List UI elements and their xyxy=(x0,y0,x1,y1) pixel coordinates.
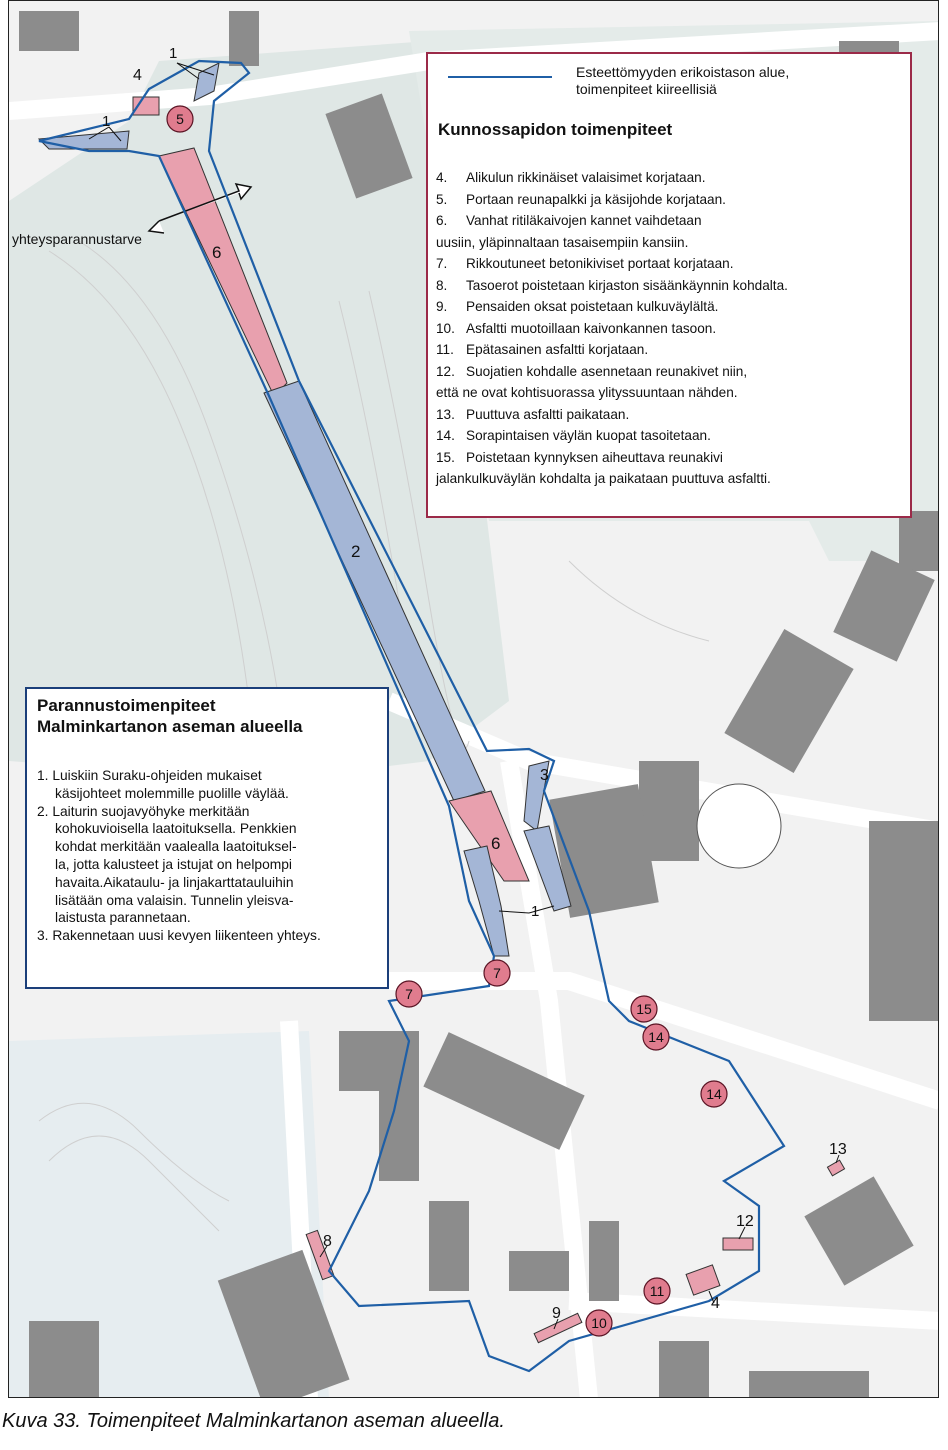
label-zone-2: 2 xyxy=(351,542,361,561)
roundabout xyxy=(697,784,781,868)
label-13: 13 xyxy=(829,1141,847,1158)
label-8: 8 xyxy=(323,1233,332,1250)
improvement-legend xyxy=(25,687,389,989)
maintenance-item xyxy=(436,318,788,340)
improvement-item-line: laistusta parannetaan. xyxy=(55,910,191,926)
maintenance-item xyxy=(436,189,788,211)
maintenance-item xyxy=(436,167,788,189)
maintenance-item-continuation: uusiin, yläpinnaltaan tasaisempiin kansiin. xyxy=(436,234,689,250)
maintenance-item-number: 5. xyxy=(436,191,448,207)
maintenance-item-number: 7. xyxy=(436,256,448,271)
boundary-legend-text: Esteettömyyden erikoistason alue, toimenpiteet kiireellisiä xyxy=(576,64,790,97)
improvement-item-line: lisätään oma valaisin. Tunnelin yleisva- xyxy=(55,892,294,908)
marker-number: 11 xyxy=(649,1283,665,1299)
improvement-item-line: käsijohteet molemmille puolille väylää. xyxy=(55,785,289,801)
map xyxy=(8,0,939,1398)
maintenance-item-number: 14. xyxy=(436,428,455,443)
marker-number: 15 xyxy=(636,1001,652,1017)
marker-number: 14 xyxy=(706,1086,722,1102)
improvement-item xyxy=(37,767,321,803)
maintenance-item-text: Asfaltti muotoillaan kaivonkannen tasoon. xyxy=(466,320,717,336)
improvement-item-line: havaita.Aikataulu- ja linjakarttatauluihin xyxy=(55,874,294,890)
maintenance-item xyxy=(436,361,788,383)
maintenance-item-number: 11. xyxy=(436,342,454,357)
maintenance-item-text: Alikulun rikkinäiset valaisimet korjataan. xyxy=(466,170,706,185)
maintenance-item xyxy=(436,296,788,318)
boundary-line-sample xyxy=(448,76,552,78)
maintenance-list xyxy=(436,167,788,490)
maintenance-item-text: Tasoerot poistetaan kirjaston sisäänkäynnin kohdalta. xyxy=(466,277,788,293)
maintenance-item-continuation: jalankulkuväylän kohdalta ja paikataan puuttuva asfaltti. xyxy=(436,471,771,486)
maintenance-title: Kunnossapidon toimenpiteet xyxy=(438,120,673,139)
maintenance-item-text: Suojatien kohdalle asennetaan reunakivet niin, xyxy=(466,363,748,379)
label-yhteysparannustarve: yhteysparannustarve xyxy=(12,231,142,247)
maintenance-item xyxy=(436,210,788,232)
maintenance-item-number: 6. xyxy=(436,213,448,228)
maintenance-item-text: Poistetaan kynnyksen aiheuttava reunakivi xyxy=(466,449,723,465)
label-1-left: 1 xyxy=(102,113,111,130)
improvement-item-line: kohdat merkitään vaalealla laatoituksel- xyxy=(55,839,297,855)
maintenance-item-number: 13. xyxy=(436,406,455,422)
maintenance-item xyxy=(436,447,788,469)
improvement-title: Parannustoimenpiteet Malminkartanon aseman alueella xyxy=(37,696,303,736)
label-3: 3 xyxy=(540,767,549,784)
label-zone-6-north: 6 xyxy=(212,243,222,262)
label-1-station: 1 xyxy=(531,903,540,920)
maintenance-item-number: 9. xyxy=(436,299,448,314)
maintenance-item xyxy=(436,339,788,361)
maintenance-item xyxy=(436,404,788,426)
improvement-item-line: la, jotta kalusteet ja istujat on helpompi xyxy=(55,856,292,872)
label-9: 9 xyxy=(552,1305,561,1322)
maintenance-item-number: 15. xyxy=(436,449,455,465)
maintenance-item-number: 12. xyxy=(436,363,455,379)
label-zone-6-south: 6 xyxy=(491,834,501,853)
maintenance-item-text: Portaan reunapalkki ja käsijohde korjataan. xyxy=(466,191,726,207)
label-4-top: 4 xyxy=(133,67,142,84)
marker-number: 7 xyxy=(493,965,501,981)
maintenance-item-text: Pensaiden oksat poistetaan kulkuväylältä. xyxy=(466,299,719,314)
marker-number: 7 xyxy=(405,986,413,1002)
improvement-item-line: 3. Rakennetaan uusi kevyen liikenteen yhteys. xyxy=(37,928,321,944)
maintenance-item-text: Epätasainen asfaltti korjataan. xyxy=(466,342,649,357)
improvement-item-line: kohokuvioisella laatoituksella. Penkkien xyxy=(55,821,297,837)
label-4-bottom: 4 xyxy=(711,1295,720,1312)
label-1-top: 1 xyxy=(169,45,178,62)
maintenance-item-number: 8. xyxy=(436,277,448,293)
maintenance-item xyxy=(436,253,788,275)
improvement-item-line: 2. Laiturin suojavyöhyke merkitään xyxy=(37,803,250,819)
label-12: 12 xyxy=(736,1213,754,1230)
maintenance-legend xyxy=(426,52,912,518)
marker-number: 10 xyxy=(591,1315,607,1331)
maintenance-item xyxy=(436,425,788,447)
improvement-item xyxy=(37,803,321,928)
improvement-item xyxy=(37,927,321,945)
marker-number: 14 xyxy=(648,1029,664,1045)
maintenance-item-continuation: että ne ovat kohtisuorassa ylityssuuntaan nähden. xyxy=(436,385,738,400)
improvement-list xyxy=(37,767,321,945)
marker-number: 5 xyxy=(176,111,184,127)
maintenance-item-text: Sorapintaisen väylän kuopat tasoitetaan. xyxy=(466,428,711,443)
maintenance-item-number: 10. xyxy=(436,320,455,336)
maintenance-item xyxy=(436,275,788,297)
maintenance-item-number: 4. xyxy=(436,170,448,185)
maintenance-item-text: Vanhat ritiläkaivojen kannet vaihdetaan xyxy=(466,213,702,228)
improvement-item-line: 1. Luiskiin Suraku-ohjeiden mukaiset xyxy=(37,768,262,783)
zone-12 xyxy=(723,1238,753,1250)
figure-caption: Kuva 33. Toimenpiteet Malminkartanon aseman alueella. xyxy=(2,1410,505,1432)
maintenance-item-text: Rikkoutuneet betonikiviset portaat korjataan. xyxy=(466,256,734,271)
maintenance-item-text: Puuttuva asfaltti paikataan. xyxy=(466,406,630,422)
